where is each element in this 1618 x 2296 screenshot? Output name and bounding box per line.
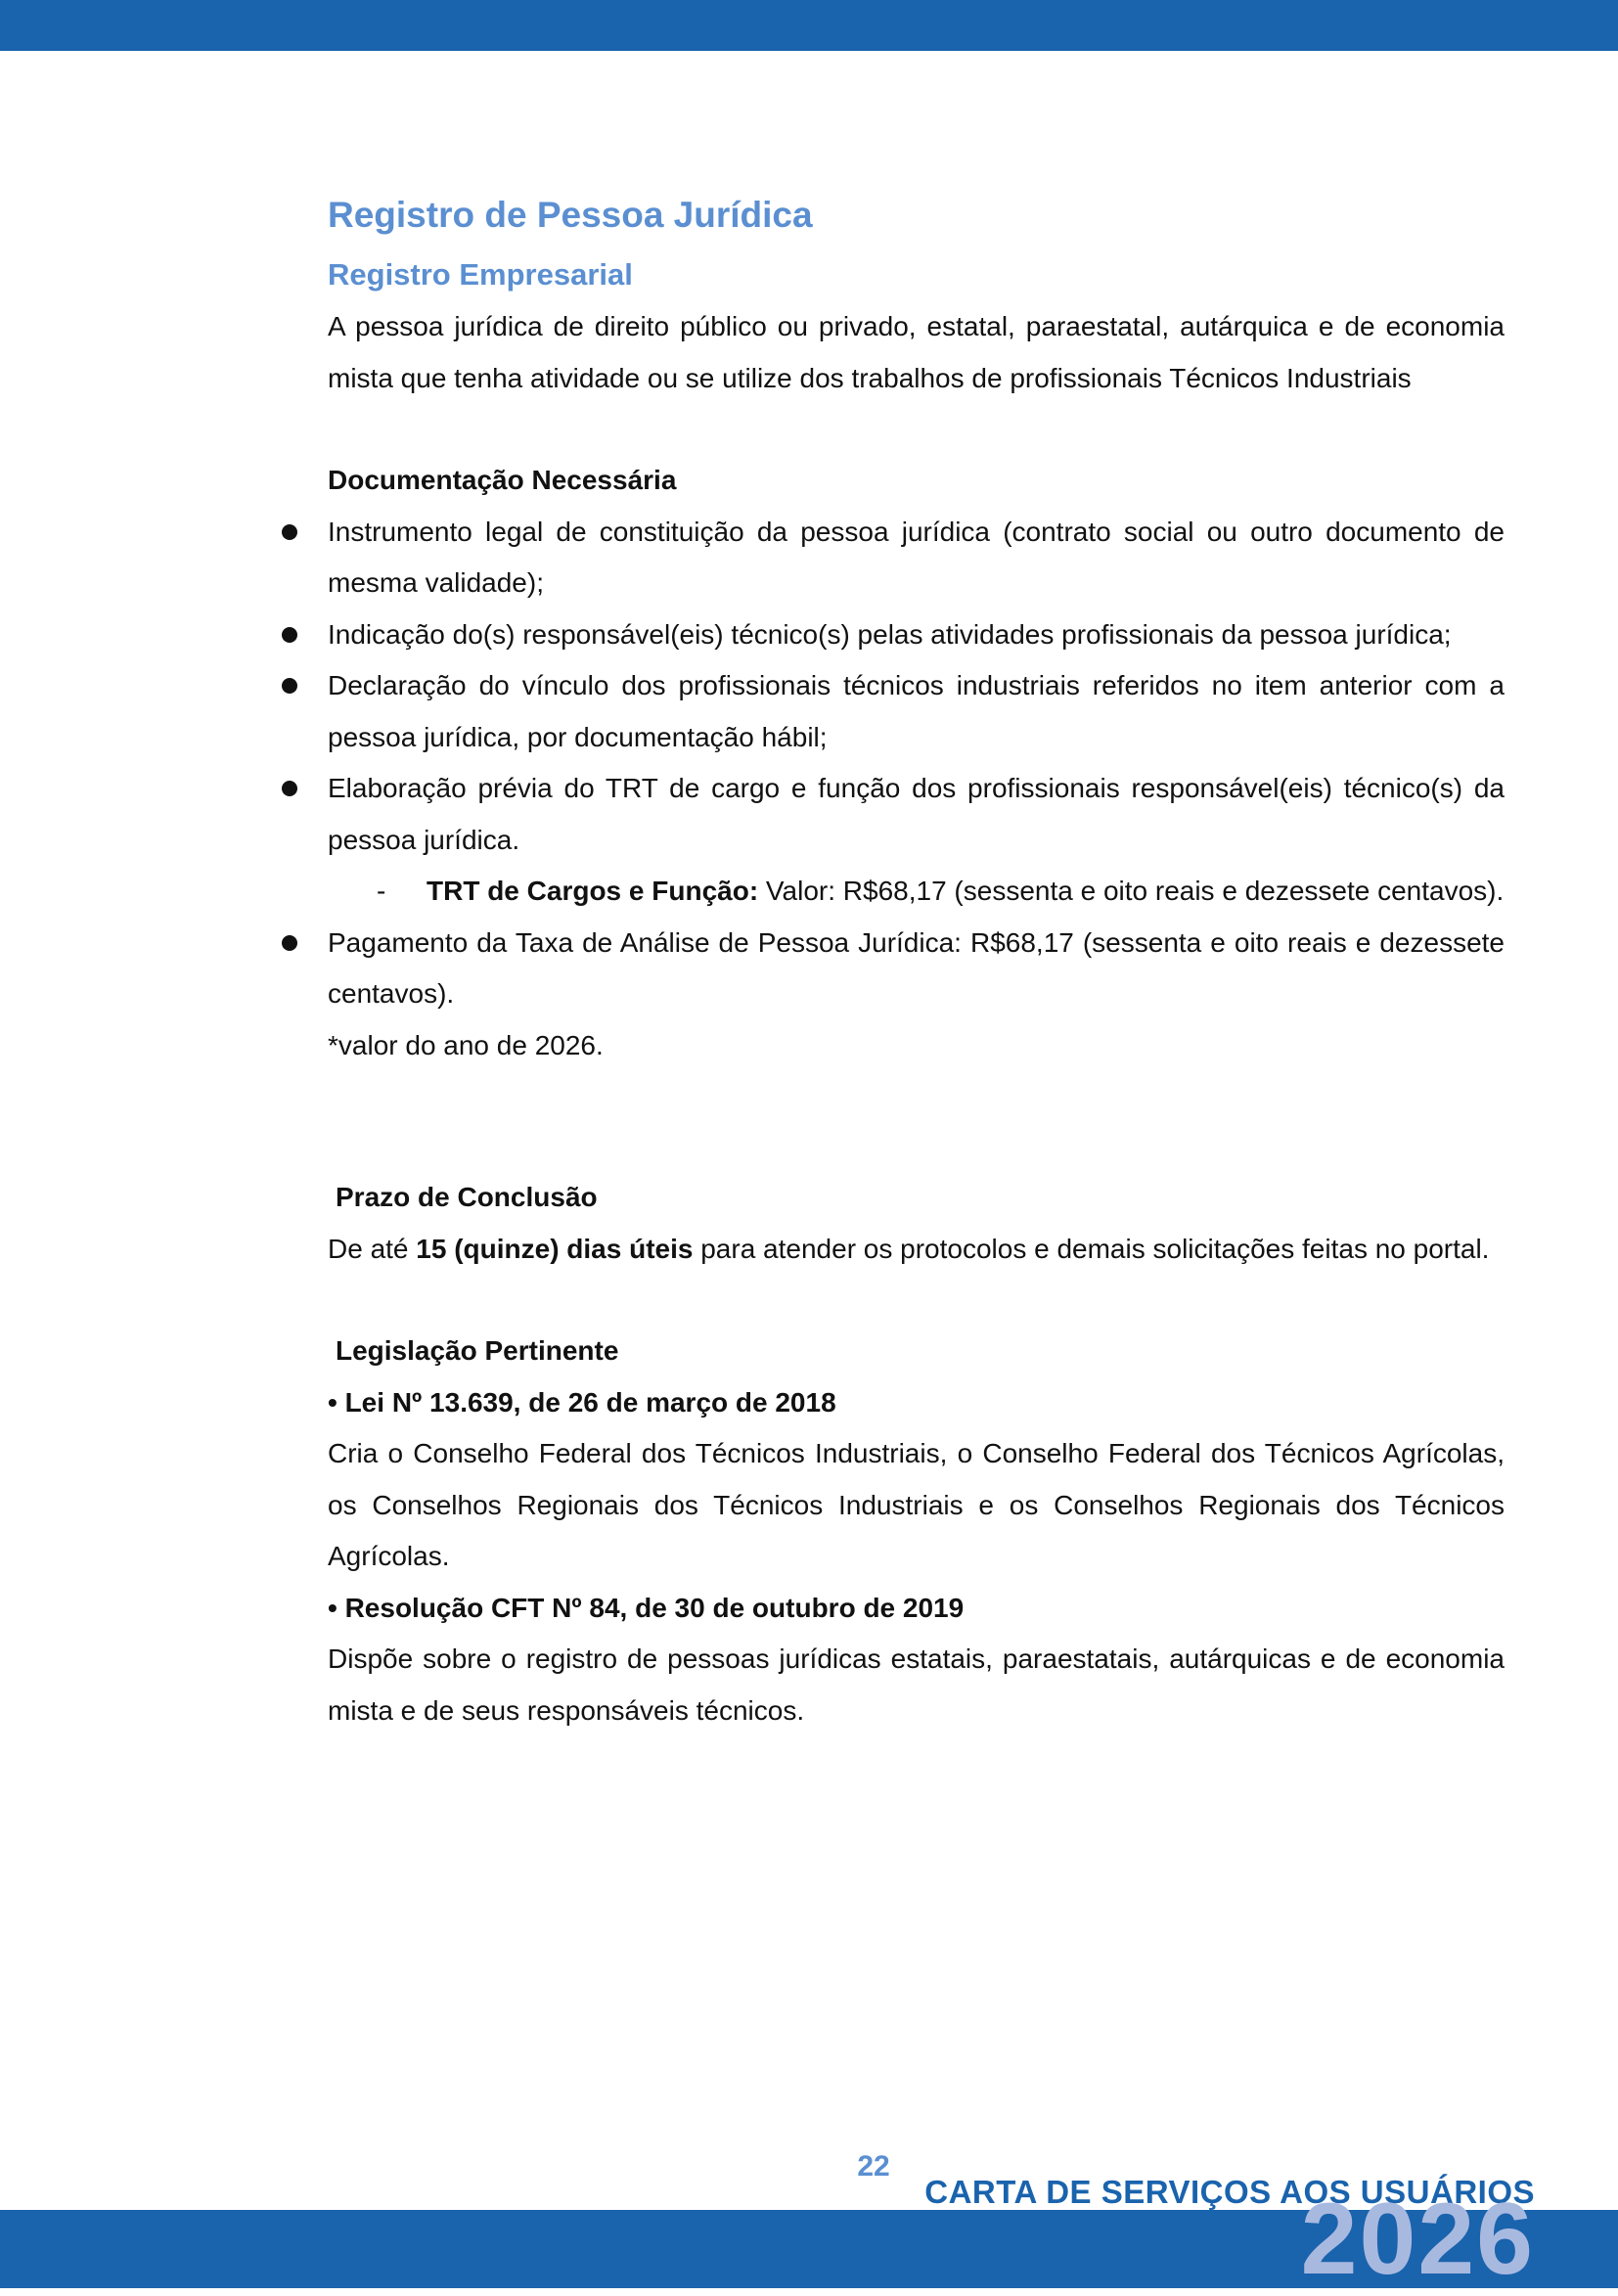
intro-paragraph: A pessoa jurídica de direito público ou privado, estatal, paraestatal, autárquica e de economia mista que tenha atividade ou se utilize dos trabalhos de profissionais Técnicos Industriais [328, 311, 1505, 393]
deadline-heading: Prazo de Conclusão [336, 1182, 598, 1212]
sub-list-item [328, 866, 1505, 918]
section-subtitle: Registro Empresarial [328, 257, 633, 292]
sub-item-label: TRT de Cargos e Função: [427, 876, 759, 906]
footer-year: 2026 [1300, 2183, 1535, 2296]
bullet-icon [282, 627, 297, 643]
page-title: Registro de Pessoa Jurídica [328, 195, 813, 235]
page-number: 22 [857, 2150, 890, 2183]
top-header-bar [0, 0, 1618, 51]
documentation-heading: Documentação Necessária [328, 465, 677, 495]
list-item-text: Instrumento legal de constituição da pessoa jurídica (contrato social ou outro documento de mesma validade); [328, 516, 1505, 598]
resolution-title: • Resolução CFT Nº 84, de 30 de outubro de 2019 [328, 1592, 965, 1623]
list-item [328, 660, 1505, 763]
list-item-text: Elaboração prévia do TRT de cargo e função dos profissionais responsável(eis) técnico(s) da pessoa jurídica. [328, 773, 1505, 855]
bullet-icon [282, 781, 297, 796]
dash-marker: - [377, 876, 386, 906]
bullet-icon [282, 935, 297, 951]
list-item-text: Declaração do vínculo dos profissionais técnicos industriais referidos no item anterior com a pessoa jurídica, por documentação hábil; [328, 670, 1505, 752]
value-note: *valor do ano de 2026. [328, 1029, 604, 1060]
bullet-icon [282, 524, 297, 540]
deadline-days: 15 (quinze) dias úteis [416, 1233, 694, 1264]
documentation-list [328, 507, 1505, 1020]
sub-item-text: Valor: R$68,17 (sessenta e oito reais e dezessete centavos). [758, 876, 1505, 906]
page-content [328, 188, 1505, 1736]
list-item [328, 507, 1505, 609]
bullet-icon [282, 678, 297, 694]
law-title: • Lei Nº 13.639, de 26 de março de 2018 [328, 1386, 836, 1418]
law-description: Cria o Conselho Federal dos Técnicos Industriais, o Conselho Federal dos Técnicos Agrícolas, os Conselhos Regionais dos Técnicos Industriais e os Conselhos Regionais dos Técnicos Agrícolas. [328, 1438, 1505, 1571]
payment-text: Pagamento da Taxa de Análise de Pessoa Jurídica: R$68,17 (sessenta e oito reais e dezessete centavos). [328, 926, 1505, 1009]
list-item [328, 763, 1505, 918]
footer-title: CARTA DE SERVIÇOS AOS USUÁRIOS [924, 2174, 1535, 2210]
deadline-paragraph: De até 15 (quinze) dias úteis para atender os protocolos e demais solicitações feitas no portal. [328, 1233, 1490, 1264]
legislation-heading: Legislação Pertinente [336, 1335, 619, 1366]
resolution-description: Dispõe sobre o registro de pessoas jurídicas estatais, paraestatais, autárquicas e de economia mista e de seus responsáveis técnicos. [328, 1643, 1505, 1726]
list-item [328, 609, 1505, 661]
list-item [328, 918, 1505, 1020]
list-item-text: Indicação do(s) responsável(eis) técnico(s) pelas atividades profissionais da pessoa jurídica; [328, 618, 1452, 650]
